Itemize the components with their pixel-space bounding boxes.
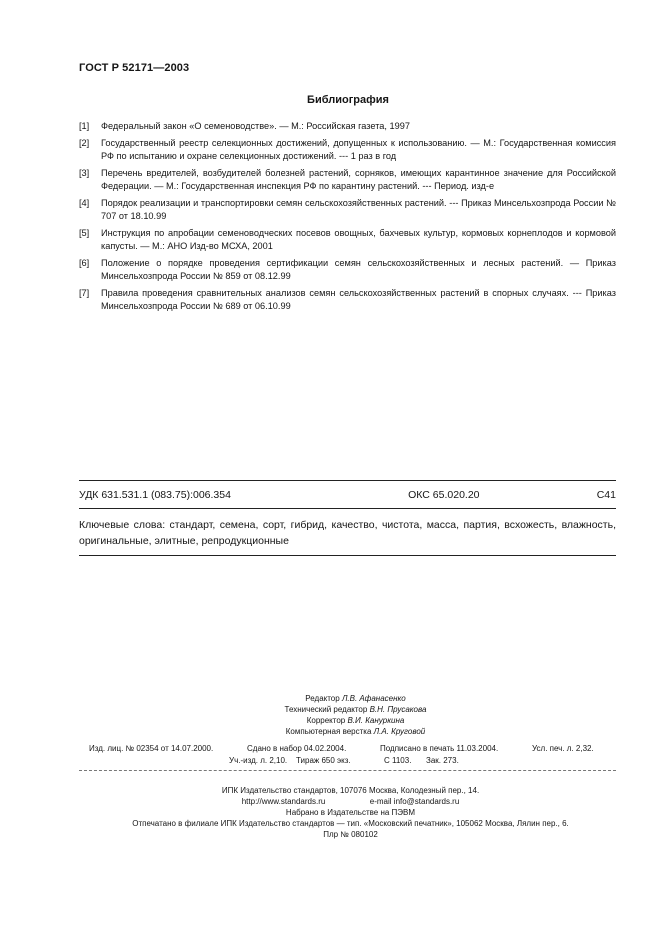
list-item <box>79 287 616 313</box>
bibliography-list <box>79 120 616 317</box>
reference-text: Правила проведения сравнительных анализов семян сельскохозяйственных растений в спорных случаях. --- Приказ Минсельхозпрода России № 689 от 06.10.99 <box>101 288 616 311</box>
list-item <box>79 197 616 223</box>
reference-text: Инструкция по апробации семеноводческих посевов овощных, бахчевых культур, кормовых корнеплодов и кормовой капусты. — М.: АНО Изд-во МСХА, 2001 <box>101 228 616 251</box>
reference-number: [5] <box>79 228 90 238</box>
signed-info: Подписано в печать 11.03.2004. <box>380 744 499 753</box>
reference-number: [7] <box>79 288 90 298</box>
submitted-info: Сдано в набор 04.02.2004. <box>247 744 347 753</box>
classification-row <box>79 489 616 501</box>
oks-code: ОКС 65.020.20 <box>408 489 480 501</box>
reference-text: Федеральный закон «О семеноводстве». — М.: Российская газета, 1997 <box>101 121 410 131</box>
order-info: Зак. 273. <box>426 756 459 765</box>
license-info: Изд. лиц. № 02354 от 14.07.2000. <box>89 744 214 753</box>
reference-number: [4] <box>79 198 90 208</box>
pub-sheets-info: Уч.-изд. л. 2,10. <box>229 756 288 765</box>
printed-info: Отпечатано в филиале ИПК Издательство стандартов — тип. «Московский печатник», 105062 Москва, Лялин пер., 6. <box>132 819 569 828</box>
bibliography-title: Библиография <box>307 94 389 106</box>
category-code: С41 <box>596 489 616 501</box>
credits-block <box>0 693 661 737</box>
print-info-row-1 <box>89 743 609 754</box>
dashed-divider <box>79 770 616 771</box>
corrector-name: В.И. Кануркина <box>347 716 405 725</box>
keywords: Ключевые слова: стандарт, семена, сорт, гибрид, качество, чистота, масса, партия, всхожесть, влажность, оригинальные, элитные, репродукционные <box>79 519 616 547</box>
reference-text: Порядок реализации и транспортировки семян сельскохозяйственных растений. --- Приказ Минсельхозпрода России № 707 от 18.10.99 <box>101 198 616 221</box>
reference-number: [6] <box>79 258 90 268</box>
reference-text: Государственный реестр селекционных достижений, допущенных к использованию. — М.: Государственная комиссия РФ по испытанию и охране селекционных достижений. --- 1 раз в год <box>101 138 616 161</box>
list-item <box>79 257 616 283</box>
typeset-info: Набрано в Издательстве на ПЭВМ <box>285 808 416 817</box>
divider-middle <box>79 508 616 509</box>
layout-name: Л.А. Круговой <box>373 727 426 736</box>
sheets-info: Усл. печ. л. 2,32. <box>532 744 594 753</box>
c-info: С 1103. <box>384 756 412 765</box>
reference-number: [1] <box>79 121 90 131</box>
udc-code: УДК 631.531.1 (083.75):006.354 <box>79 489 231 501</box>
editor-name: Л.В. Афанасенко <box>341 694 406 703</box>
run-info: Тираж 650 экз. <box>296 756 351 765</box>
publisher-block <box>0 785 661 840</box>
list-item <box>79 120 616 133</box>
reference-text: Положение о порядке проведения сертификации семян сельскохозяйственных и лесных растений. — Приказ Минсельхозпрода России № 859 от 08.12.99 <box>101 258 616 281</box>
list-item <box>79 227 616 253</box>
publisher-email: e-mail info@standards.ru <box>369 797 460 806</box>
tech-editor-line: Технический редактор В.Н. Прусакова <box>284 705 427 714</box>
publisher-contacts <box>40 796 661 807</box>
reference-text: Перечень вредителей, возбудителей болезней растений, сорняков, имеющих карантинное значение для Российской Федерации. — М.: Государственная инспекция РФ по карантину растений. --- Период. изд-е <box>101 168 616 191</box>
standard-number: ГОСТ Р 52171—2003 <box>79 62 190 74</box>
print-info-row-2 <box>229 755 459 766</box>
layout-line: Компьютерная верстка Л.А. Круговой <box>285 727 426 736</box>
editor-line: Редактор Л.В. Афанасенко <box>305 694 406 703</box>
corrector-line: Корректор В.И. Кануркина <box>306 716 405 725</box>
list-item <box>79 167 616 193</box>
tech-editor-name: В.Н. Прусакова <box>369 705 427 714</box>
publisher-address: ИПК Издательство стандартов, 107076 Москва, Колодезный пер., 14. <box>221 786 480 795</box>
reference-number: [2] <box>79 138 90 148</box>
plr-number: Плр № 080102 <box>323 830 378 839</box>
divider-bottom <box>79 555 616 556</box>
list-item <box>79 137 616 163</box>
divider-top <box>79 480 616 481</box>
publisher-site: http://www.standards.ru <box>241 797 326 806</box>
reference-number: [3] <box>79 168 90 178</box>
